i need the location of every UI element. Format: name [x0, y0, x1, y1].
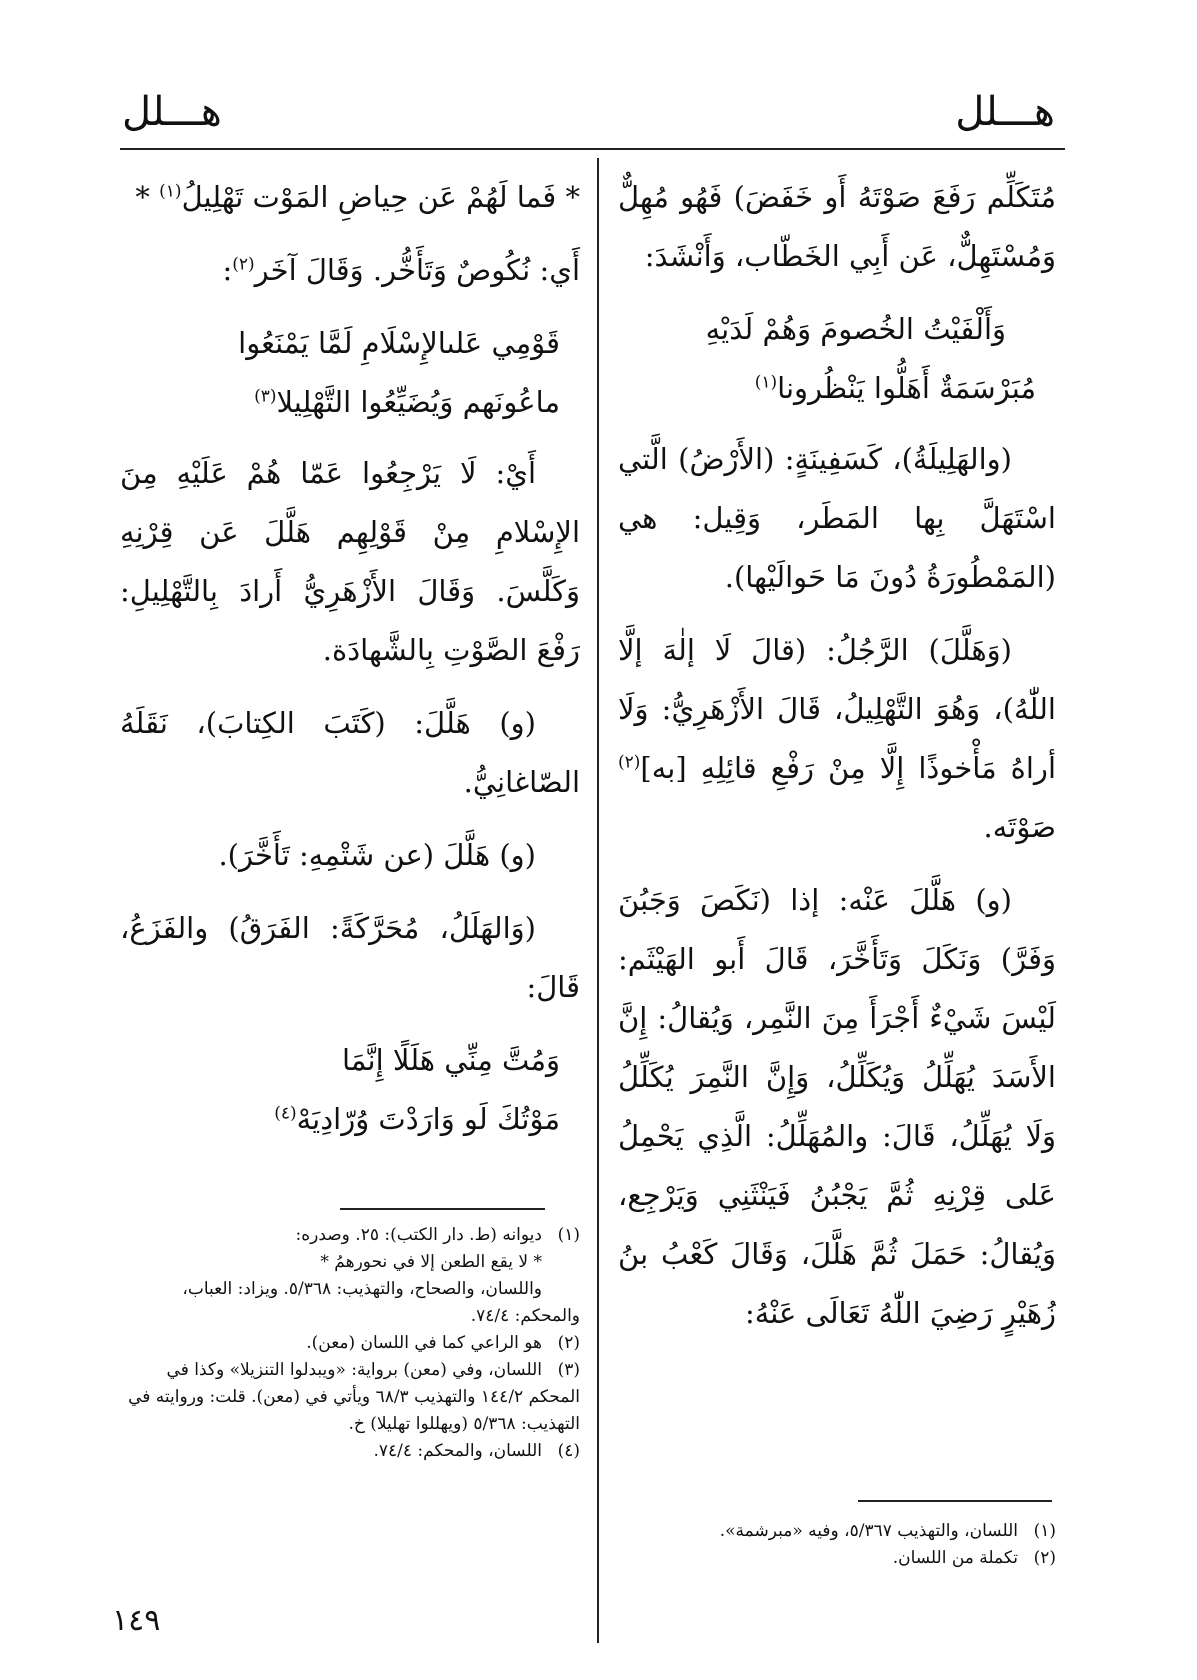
footnote — [120, 1222, 580, 1249]
footnote-ref: (١) — [754, 372, 778, 393]
verse-line — [120, 1090, 580, 1149]
footnote — [120, 1276, 580, 1330]
left-column — [120, 168, 580, 1161]
footnote-ref: (٢) — [232, 254, 255, 275]
footnote — [618, 1545, 1056, 1572]
paragraph-text: (وَهَلَّلَ) الرَّجُلُ: (قالَ لَا إلٰهَ إلَّا اللّٰهُ)، وَهُوَ التَّهْلِيلُ، قَالَ الأَزْهَرِيُّ: وَلَا أراهُ مَأْخوذًا إِلَّا مِنْ رَفْعِ قائِلِهِ [به] — [618, 633, 1056, 785]
running-head-left: هـــلل — [122, 89, 222, 135]
verse-line — [120, 373, 580, 432]
footnote-text: هو الراعي كما في اللسان (معن). — [306, 1333, 542, 1353]
footnote-text: ديوانه (ط. دار الكتب): ٢٥. وصدره: — [295, 1225, 542, 1245]
footnote-rule-right — [858, 1500, 1052, 1502]
footnotes-left — [120, 1222, 580, 1465]
column-divider — [597, 158, 599, 1643]
left-verse-3 — [120, 1031, 580, 1149]
footnote-text: * لا يقع الطعن إلا في نحورهمُ * — [320, 1252, 542, 1272]
left-verse-hemistich — [120, 168, 580, 227]
right-paragraph-2: (والهَلِيلَةُ)، كَسَفِينَةٍ: (الأَرْضُ) الَّتي اسْتَهَلَّ بِها المَطَر، وَقِيل: هي (المَمْطُورَةُ دُونَ مَا حَوالَيْها). — [618, 442, 1056, 594]
footnote-number: (٤) — [557, 1441, 580, 1461]
footnote-text: واللسان، والصحاح، والتهذيب: ٥/٣٦٨. ويزاد: العباب، والمحكم: ٧٤/٤. — [182, 1279, 580, 1326]
paragraph-text: : — [222, 253, 233, 287]
page-number: ١٤٩ — [112, 1603, 161, 1638]
verse-line: وَمُتَّ مِنِّي هَلَلًا إِنَّمَا — [341, 1043, 560, 1077]
footnote-number: (٢) — [557, 1333, 580, 1353]
paragraph-text: أَي: نُكُوصٌ وَتَأَخُّر. وَقَالَ آخَر — [254, 253, 580, 287]
footnote-ref: (٤) — [274, 1103, 297, 1124]
footnote — [120, 1330, 580, 1357]
left-paragraph-1 — [120, 241, 580, 300]
footnote — [120, 1438, 580, 1465]
footnote — [618, 1518, 1056, 1545]
footnote-number: (٣) — [557, 1360, 580, 1380]
right-paragraph-4: (و) هَلَّلَ عَنْه: إذا (نَكَصَ وَجَبُنَ وَفَرَّ) وَنَكَلَ وَتَأَخَّرَ، قَالَ أَبو الهَيْثَم: لَيْسَ شَيْءٌ أَجْرَأَ مِنَ النَّمِر، وَيُقالُ: إِنَّ الأَسَدَ يُهَلِّلُ وَيُكَلِّلُ، وَإِنَّ النَّمِرَ يُكَلِّلُ وَلَا يُهَلِّلُ، قَالَ: والمُهَلِّلُ: الَّذِي يَحْمِلُ عَلى قِرْنِهِ ثُمَّ يَجْبُنُ فَيَنْثَنِي وَيَرْجِع، وَيُقالُ: حَمَلَ ثُمَّ هَلَّلَ، وَقَالَ كَعْبُ بنُ زُهَيْرٍ رَضِيَ اللّٰهُ تَعَالَى عَنْهُ: — [618, 883, 1056, 1330]
footnote-rule-left — [340, 1208, 545, 1210]
footnote-text: اللسان، والمحكم: ٧٤/٤. — [373, 1441, 542, 1461]
verse-line: وَأَلْفَيْتُ الخُصومَ وَهُمْ لَدَيْهِ — [705, 312, 1006, 346]
verse-line: قَوْمِي عَلىالإِسْلَامِ لَمَّا يَمْنَعُوا — [238, 326, 560, 360]
left-paragraph-3: (و) هَلَّلَ: (كَتَبَ الكِتابَ)، نَقَلَهُ الصّاغانِيُّ. — [120, 706, 580, 799]
footnote-number: (١) — [557, 1225, 580, 1245]
footnote — [120, 1249, 580, 1276]
verse-text: ماعُونَهم وَيُضَيِّعُوا التَّهْلِيلا — [276, 385, 560, 419]
footnote-text: تكملة من اللسان. — [892, 1548, 1018, 1568]
footnote — [120, 1357, 580, 1438]
right-verse-1 — [618, 300, 1056, 418]
footnote-ref: (٢) — [618, 752, 641, 773]
verse-text: * فَما لَهُمْ عَن حِياضِ المَوْت تَهْلِيلُ — [181, 180, 580, 214]
footnote-text: اللسان، والتهذيب ٥/٣٦٧، وفيه «مبرشمة». — [719, 1521, 1018, 1541]
left-paragraph-4: (و) هَلَّلَ (عن شَتْمِهِ: تَأَخَّرَ). — [218, 838, 536, 872]
right-paragraph-3 — [618, 621, 1056, 857]
footnote-number: (١) — [1033, 1521, 1056, 1541]
left-paragraph-2: أَيْ: لَا يَرْجِعُوا عَمّا هُمْ عَلَيْهِ مِنَ الإِسْلامِ مِنْ قَوْلِهِم هَلَّلَ عَن قِرْنِهِ وَكَلَّسَ. وَقَالَ الأَزْهَرِيُّ أَرادَ بِالتَّهْلِيلِ: رَفْعَ الصَّوْتِ بِالشَّهادَة. — [120, 456, 580, 667]
verse-text: مَوْتُكَ لَو وَارَدْتَ وُرّادِيَهْ — [296, 1102, 560, 1136]
footnote-text: اللسان، وفي (معن) برواية: «ويبدلوا التنزيلا» وكذا في المحكم ١٤٤/٢ والتهذيب ٦٨/٣ ويأتي في (معن). قلت: وروايته في التهذيب: ٥/٣٦٨ (ويهللوا تهليلا) خ. — [128, 1360, 580, 1434]
footnotes-right — [618, 1518, 1056, 1572]
verse-end: * — [135, 180, 160, 214]
verse-text: مُبَرْسَمَةٌ أَهَلُّوا يَنْظُرونا — [777, 371, 1036, 405]
footnote-number: (٢) — [1033, 1548, 1056, 1568]
footnote-ref: (١) — [159, 181, 182, 202]
right-column — [618, 168, 1056, 1357]
header-rule — [120, 148, 1065, 150]
right-paragraph-1: مُتَكَلِّم رَفَعَ صَوْتَهُ أَو خَفَضَ) فَهُو مُهِلٌّ وَمُسْتَهِلٌّ، عَن أَبِي الخَطّاب، وَأَنْشَدَ: — [618, 180, 1056, 273]
paragraph-text: صَوْتَه. — [983, 810, 1056, 844]
verse-line — [618, 359, 1056, 418]
running-head-right: هـــلل — [955, 89, 1055, 135]
left-verse-2 — [120, 314, 580, 432]
left-paragraph-5: (وَالهَلَلُ، مُحَرَّكَةً: الفَرَقُ) والفَزَعُ، قَالَ: — [120, 911, 580, 1004]
footnote-ref: (٣) — [254, 386, 277, 407]
